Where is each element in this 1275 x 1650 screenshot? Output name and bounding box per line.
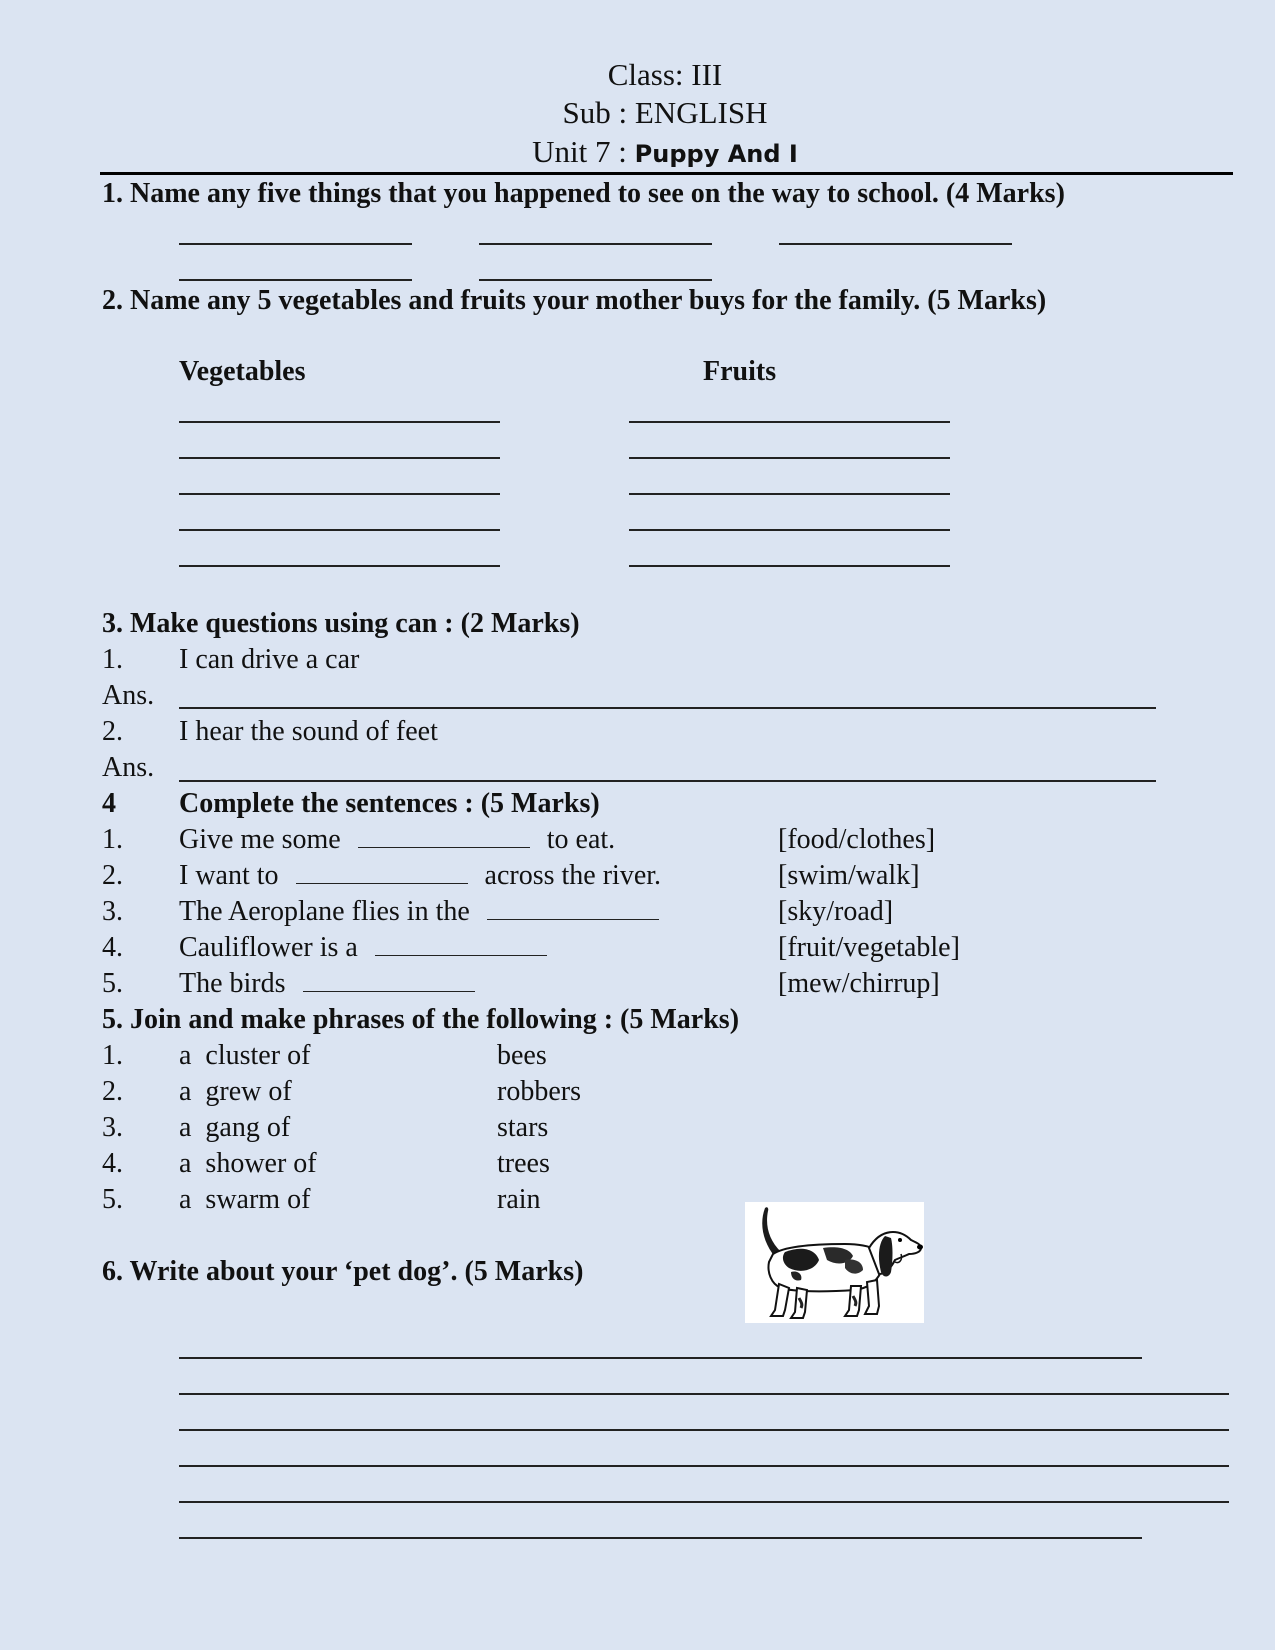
vegetables-heading: Vegetables	[179, 356, 306, 387]
item-number: 3.	[102, 896, 123, 927]
question-2: 2. Name any 5 vegetables and fruits your mother buys for the family. (5 Marks)	[102, 285, 1047, 316]
sentence-start: Cauliflower is a	[179, 932, 358, 963]
phrase-right: stars	[497, 1112, 549, 1143]
sentence-row	[179, 932, 557, 964]
phrase-right: rain	[497, 1184, 541, 1215]
answer-blank[interactable]	[479, 243, 712, 245]
answer-blank[interactable]	[179, 279, 412, 281]
writing-line[interactable]	[179, 1393, 1229, 1395]
item-number: 4.	[102, 1148, 123, 1179]
unit-line	[0, 133, 1275, 173]
unit-prefix: Unit 7 :	[532, 134, 635, 169]
vegetable-blank[interactable]	[179, 529, 500, 531]
word-options: [sky/road]	[778, 896, 894, 927]
fruits-heading: Fruits	[703, 356, 777, 387]
phrase-left: a gang of	[179, 1112, 291, 1143]
answer-line[interactable]	[179, 780, 1156, 782]
item-number: 2.	[102, 1076, 123, 1107]
phrase-right: bees	[497, 1040, 547, 1071]
item-number: 5.	[102, 968, 123, 999]
unit-name: Puppy And I	[634, 140, 798, 168]
answer-blank[interactable]	[779, 243, 1012, 245]
phrase-right: robbers	[497, 1076, 581, 1107]
question-4-number: 4	[102, 788, 116, 819]
vegetable-blank[interactable]	[179, 565, 500, 567]
ans-label: Ans.	[102, 752, 155, 783]
subject-line: Sub : ENGLISH	[562, 95, 768, 130]
item-number: 2.	[102, 716, 123, 747]
sentence-start: I want to	[179, 860, 279, 891]
item-number: 5.	[102, 1184, 123, 1215]
writing-line[interactable]	[179, 1501, 1229, 1503]
question-6: 6. Write about your ‘pet dog’. (5 Marks)	[102, 1256, 584, 1287]
question-3: 3. Make questions using can : (2 Marks)	[102, 608, 580, 639]
sentence-start: The birds	[179, 968, 286, 999]
writing-line[interactable]	[179, 1429, 1229, 1431]
fill-blank[interactable]	[358, 846, 530, 848]
item-number: 1.	[102, 644, 123, 675]
fruit-blank[interactable]	[629, 421, 950, 423]
question-sentence: I hear the sound of feet	[179, 716, 438, 747]
fill-blank[interactable]	[375, 954, 547, 956]
sentence-start: Give me some	[179, 824, 341, 855]
sentence-row	[179, 824, 615, 856]
item-number: 3.	[102, 1112, 123, 1143]
item-number: 1.	[102, 824, 123, 855]
vegetable-blank[interactable]	[179, 493, 500, 495]
word-options: [mew/chirrup]	[778, 968, 940, 999]
item-number: 2.	[102, 860, 123, 891]
fruit-blank[interactable]	[629, 493, 950, 495]
fruit-blank[interactable]	[629, 529, 950, 531]
item-number: 4.	[102, 932, 123, 963]
sentence-start: The Aeroplane flies in the	[179, 896, 470, 927]
question-sentence: I can drive a car	[179, 644, 360, 675]
sentence-end: across the river.	[484, 860, 662, 891]
question-4: Complete the sentences : (5 Marks)	[179, 788, 600, 819]
ans-label: Ans.	[102, 680, 155, 711]
writing-line[interactable]	[179, 1357, 1142, 1359]
fruit-blank[interactable]	[629, 565, 950, 567]
phrase-left: a swarm of	[179, 1184, 311, 1215]
fill-blank[interactable]	[296, 882, 468, 884]
phrase-right: trees	[497, 1148, 550, 1179]
vegetable-blank[interactable]	[179, 421, 500, 423]
word-options: [swim/walk]	[778, 860, 920, 891]
fruit-blank[interactable]	[629, 457, 950, 459]
sentence-row	[179, 968, 485, 1000]
writing-line[interactable]	[179, 1465, 1229, 1467]
answer-line[interactable]	[179, 707, 1156, 709]
phrase-left: a grew of	[179, 1076, 292, 1107]
vegetable-blank[interactable]	[179, 457, 500, 459]
fill-blank[interactable]	[487, 918, 659, 920]
fill-blank[interactable]	[303, 990, 475, 992]
dog-image	[745, 1202, 924, 1323]
answer-blank[interactable]	[179, 243, 412, 245]
phrase-left: a cluster of	[179, 1040, 311, 1071]
sentence-row	[179, 860, 661, 892]
item-number: 1.	[102, 1040, 123, 1071]
sentence-row	[179, 896, 669, 928]
phrase-left: a shower of	[179, 1148, 317, 1179]
answer-blank[interactable]	[479, 279, 712, 281]
sentence-end: to eat.	[546, 824, 616, 855]
header-rule	[100, 172, 1233, 175]
word-options: [food/clothes]	[778, 824, 936, 855]
class-line: Class: III	[607, 57, 723, 92]
word-options: [fruit/vegetable]	[778, 932, 960, 963]
dog-icon	[745, 1202, 924, 1323]
writing-line[interactable]	[179, 1537, 1142, 1539]
question-1: 1. Name any five things that you happened to see on the way to school. (4 Marks)	[102, 178, 1065, 209]
question-5: 5. Join and make phrases of the following : (5 Marks)	[102, 1004, 740, 1035]
